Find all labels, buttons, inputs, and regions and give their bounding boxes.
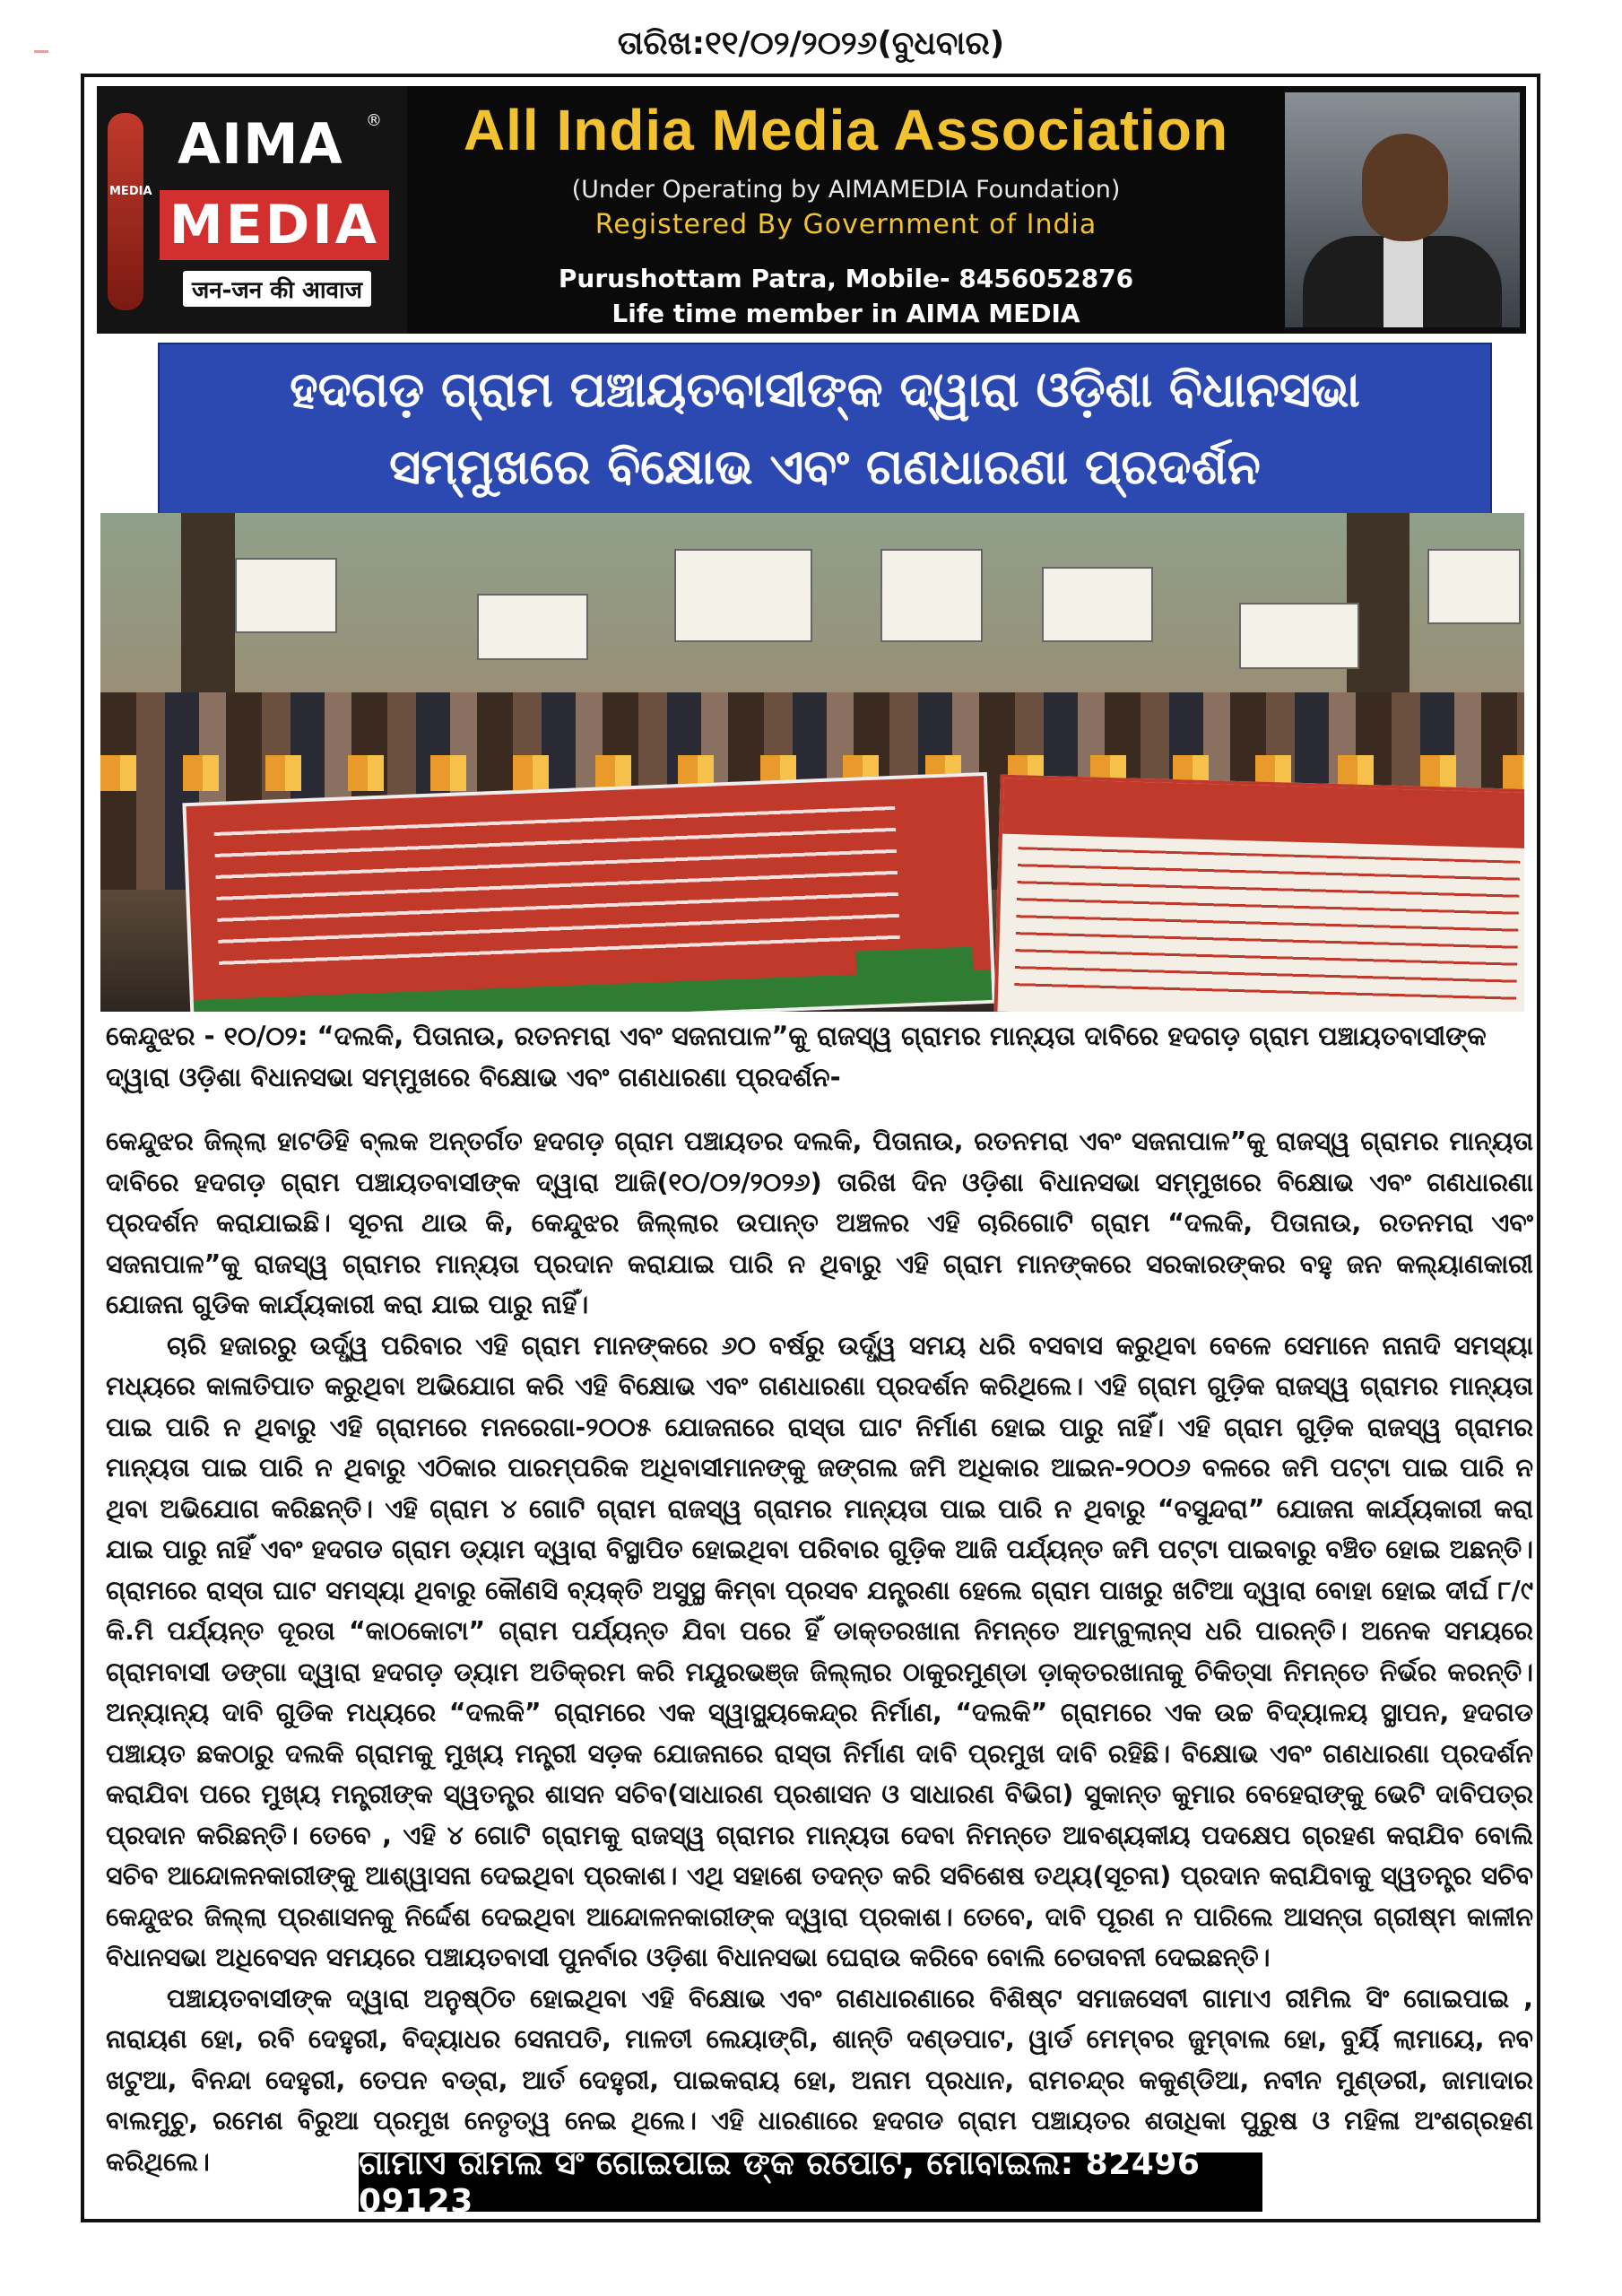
- headline-line-1: ହଦଗଡ଼ ଗ୍ରାମ ପଞ୍ଚାୟତବାସୀଙ୍କ ଦ୍ୱାରା ଓଡ଼ିଶା ବିଧାନସଭା: [290, 361, 1360, 418]
- headline-line-2: ସମ୍ମୁଖରେ ବିକ୍ଷୋଭ ଏବଂ ଗଣଧାରଣା ପ୍ରଦର୍ଶନ: [389, 439, 1261, 495]
- placard: [1042, 567, 1153, 642]
- org-name: All India Media Association: [463, 98, 1229, 162]
- article-paragraph: ପଞ୍ଚାୟତବାସୀଙ୍କ ଦ୍ୱାରା ଅନୁଷ୍ଠିତ ହୋଇଥିବା ଏହି ବିକ୍ଷୋଭ ଏବଂ ଗଣଧାରଣାରେ ବିଶିଷ୍ଟ ସମାଜସେବୀ ଗାମାଏ ରୀମିଲ ସିଂ ଗୋଇପାଇ , ନାରାୟଣ ହୋ, ରବି ଦେହୁରୀ, ବିଦ୍ୟାଧର ସେନାପତି, ମାଳତୀ ଲେୟାଙ୍ଗି, ଶାନ୍ତି ଦଣ୍ଡପାଟ, ୱାର୍ଡ ମେମ୍ବର ଜୁମ୍ବାଲ ହୋ, ବୁର୍ୟି ଲାମାୟେ, ନବ ଖଟୁଆ, ବିନନ୍ଦା ଦେହୁରୀ, ତେପନ ବଡ୍ରା, ଆର୍ତ ଦେହୁରୀ, ପାଇକରାୟ ହୋ, ଅନାମ ପ୍ରଧାନ, ରାମଚନ୍ଦ୍ର କକୁଣ୍ଡିଆ, ନବୀନ ମୁଣ୍ଡରୀ, ଜାମାଦାର ବାଲମୁଚୁ, ରମେଶ ବିରୁଆ ପ୍ରମୁଖ ନେତୃତ୍ୱ ନେଇ ଥିଲେ। ଏହି ଧାରଣାରେ ହଦଗଡ ଗ୍ରାମ ପଞ୍ଚାୟତର ଶତାଧିକା ପୁରୁଷ ଓ ମହିଳା ଅଂଶଗ୍ରହଣ କରିଥିଲେ।: [106, 1983, 1533, 2177]
- microphone-icon: [108, 113, 143, 310]
- date-line: ତାରିଖ:୧୧/୦୨/୨୦୨୬(ବୁଧବାର): [617, 25, 1005, 62]
- logo-media: MEDIA: [160, 190, 389, 260]
- article-paragraph: କେନ୍ଦୁଝର ଜିଲ୍ଲା ହାଟଡିହି ବ୍ଲକ ଅନ୍ତର୍ଗତ ହଦଗଡ଼ ଗ୍ରାମ ପଞ୍ଚାୟତର ଦଲକି, ପିତାନାଉ, ରତନମରା ଏବଂ ସଜନାପାଳ”କୁ ରାଜସ୍ୱ ଗ୍ରାମର ମାନ୍ୟତା ଦାବିରେ ହଦଗଡ଼ ଗ୍ରାମ ପଞ୍ଚାୟତବାସୀଙ୍କ ଦ୍ୱାରା ଆଜି(୧୦/୦୨/୨୦୨୬) ତାରିଖ ଦିନ ଓଡ଼ିଶା ବିଧାନସଭା ସମ୍ମୁଖରେ ବିକ୍ଷୋଭ ଏବଂ ଗଣଧାରଣା ପ୍ରଦର୍ଶନ କରାଯାଇଛି। ସୂଚନା ଥାଉ କି, କେନ୍ଦୁଝର ଜିଲ୍ଲାର ଉପାନ୍ତ ଅଞ୍ଚଳର ଏହି ଚାରିଗୋଟି ଗ୍ରାମ “ଦଲକି, ପିତାନାଉ, ରତନମରା ଏବଂ ସଜନାପାଳ”କୁ ରାଜସ୍ୱ ଗ୍ରାମର ମାନ୍ୟତା ପ୍ରଦାନ କରାଯାଇ ପାରି ନ ଥିବାରୁ ଏହି ଗ୍ରାମ ମାନଙ୍କରେ ସରକାରଙ୍କର ବହୁ ଜନ କଲ୍ୟାଣକାରୀ ଯୋଜନା ଗୁଡିକ କାର୍ଯ୍ୟକାରୀ କରା ଯାଇ ପାରୁ ନାହିଁ।: [106, 1126, 1533, 1319]
- logo-brand: AIMA: [178, 111, 343, 177]
- header-banner: [97, 86, 1526, 334]
- banner-header-strip: [1002, 778, 1524, 849]
- life-member: Life time member in AIMA MEDIA: [612, 299, 1080, 328]
- portrait-head: [1362, 134, 1448, 241]
- org-registration: Registered By Government of India: [594, 209, 1097, 240]
- protest-banner-left: [182, 772, 995, 1012]
- portrait-shirt: [1383, 238, 1423, 327]
- member-contact: Purushottam Patra, Mobile- 8456052876: [558, 264, 1134, 293]
- banner-footer-strip: [194, 970, 993, 1012]
- reporter-footer: ଗାମାଏ ରୀମିଲ ସିଂ ଗୋଇପାଇ ଙ୍କ ରିପୋର୍ଟ, ମୋବାଇଲ: 82496 09123: [359, 2152, 1262, 2212]
- banner-center: [407, 86, 1285, 334]
- photo-caption: କେନ୍ଦୁଝର - ୧୦/୦୨: “ଦଲକି, ପିତାନାଉ, ରତନମରା ଏବଂ ସଜନାପାଳ”କୁ ରାଜସ୍ୱ ଗ୍ରାମର ମାନ୍ୟତା ଦାବିରେ ହଦଗଡ଼ ଗ୍ରାମ ପଞ୍ଚାୟତବାସୀଙ୍କ ଦ୍ୱାରା ଓଡ଼ିଶା ବିଧାନସଭା ସମ୍ମୁଖରେ ବିକ୍ଷୋଭ ଏବଂ ଗଣଧାରଣା ପ୍ରଦର୍ଶନ-: [106, 1021, 1487, 1092]
- protest-banner-right: [993, 775, 1524, 1012]
- aima-logo: [97, 86, 407, 334]
- placard: [235, 558, 337, 633]
- headline: [158, 343, 1492, 515]
- protest-photo: [100, 513, 1524, 1012]
- article-body: [106, 1121, 1533, 2182]
- reporter-portrait: [1285, 92, 1520, 327]
- article-paragraph: ଚାରି ହଜାରରୁ ଉର୍ଦ୍ଧ୍ୱ ପରିବାର ଏହି ଗ୍ରାମ ମାନଙ୍କରେ ୬୦ ବର୍ଷରୁ ଉର୍ଦ୍ଧ୍ୱ ସମୟ ଧରି ବସବାସ କରୁଥିବା ବେଳେ ସେମାନେ ନାନାଦି ସମସ୍ୟା ମଧ୍ୟରେ କାଳାତିପାତ କରୁଥିବା ଅଭିଯୋଗ କରି ଏହି ବିକ୍ଷୋଭ ଏବଂ ଗଣଧାରଣା ପ୍ରଦର୍ଶନ କରିଥିଲେ। ଏହି ଗ୍ରାମ ଗୁଡ଼ିକ ରାଜସ୍ୱ ଗ୍ରାମର ମାନ୍ୟତା ପାଇ ପାରି ନ ଥିବାରୁ ଏହି ଗ୍ରାମରେ ମନରେଗା-୨୦୦୫ ଯୋଜନାରେ ରାସ୍ତା ଘାଟ ନିର୍ମାଣ ହୋଇ ପାରୁ ନାହିଁ। ଏହି ଗ୍ରାମ ଗୁଡ଼ିକ ରାଜସ୍ୱ ଗ୍ରାମର ମାନ୍ୟତା ପାଇ ପାରି ନ ଥିବାରୁ ଏଠିକାର ପାରମ୍ପରିକ ଅଧିବାସୀମାନଙ୍କୁ ଜଙ୍ଗଲ ଜମି ଅଧିକାର ଆଇନ-୨୦୦୬ ବଳରେ ଜମି ପଟ୍ଟା ପାଇ ପାରି ନ ଥିବା ଅଭିଯୋଗ କରିଛନ୍ତି। ଏହି ଗ୍ରାମ ୪ ଗୋଟି ଗ୍ରାମ ରାଜସ୍ୱ ଗ୍ରାମର ମାନ୍ୟତା ପାଇ ପାରି ନ ଥିବାରୁ “ବସୁନ୍ଦରା” ଯୋଜନା କାର୍ଯ୍ୟକାରୀ କରା ଯାଇ ପାରୁ ନାହିଁ ଏବଂ ହଦଗଡ ଗ୍ରାମ ଡ୍ୟାମ ଦ୍ୱାରା ବିସ୍ଥାପିତ ହୋଇଥିବା ପରିବାର ଗୁଡ଼ିକ ଆଜି ପର୍ଯ୍ୟନ୍ତ ଜମି ପଟ୍ଟା ପାଇବାରୁ ବଞ୍ଚିତ ହୋଇ ଅଛନ୍ତି। ଗ୍ରାମରେ ରାସ୍ତା ଘାଟ ସମସ୍ୟା ଥିବାରୁ କୌଣସି ବ୍ୟକ୍ତି ଅସୁସ୍ଥ କିମ୍ବା ପ୍ରସବ ଯନ୍ତ୍ରଣା ହେଲେ ଗ୍ରାମ ପାଖରୁ ଖଟିଆ ଦ୍ୱାରା ବୋହା ହୋଇ ଦୀର୍ଘ ୮/୯ କି.ମି ପର୍ଯ୍ୟନ୍ତ ଦୂରତା “କାଠକୋଟା” ଗ୍ରାମ ପର୍ଯ୍ୟନ୍ତ ଯିବା ପରେ ହିଁ ଡାକ୍ତରଖାନା ନିମନ୍ତେ ଆମ୍ବୁଲାନ୍ସ ଧରି ପାରନ୍ତି। ଅନେକ ସମୟରେ ଗ୍ରାମବାସୀ ଡଙ୍ଗା ଦ୍ୱାରା ହଦଗଡ଼ ଡ୍ୟାମ ଅତିକ୍ରମ କରି ମୟୂରଭଞ୍ଜ ଜିଲ୍ଲାର ଠାକୁରମୁଣ୍ଡା ଡ଼ାକ୍ତରଖାନାକୁ ଚିକିତ୍ସା ନିମନ୍ତେ ନିର୍ଭର କରନ୍ତି। ଅନ୍ୟାନ୍ୟ ଦାବି ଗୁଡିକ ମଧ୍ୟରେ “ଦଲକି” ଗ୍ରାମରେ ଏକ ସ୍ୱାସ୍ଥ୍ୟକେନ୍ଦ୍ର ନିର୍ମାଣ, “ଦଲକି” ଗ୍ରାମରେ ଏକ ଉଚ୍ଚ ବିଦ୍ୟାଳୟ ସ୍ଥାପନ, ହଦଗଡ ପଞ୍ଚାୟତ ଛକଠାରୁ ଦଲକି ଗ୍ରାମକୁ ମୁଖ୍ୟ ମନ୍ତ୍ରୀ ସଡ଼କ ଯୋଜନାରେ ରାସ୍ତା ନିର୍ମାଣ ଦାବି ପ୍ରମୁଖ ଦାବି ରହିଛି। ବିକ୍ଷୋଭ ଏବଂ ଗଣଧାରଣା ପ୍ରଦର୍ଶନ କରାଯିବା ପରେ ମୁଖ୍ୟ ମନ୍ତ୍ରୀଙ୍କ ସ୍ୱତନ୍ତ୍ର ଶାସନ ସଚିବ(ସାଧାରଣ ପ୍ରଶାସନ ଓ ସାଧାରଣ ବିଭିଗ) ସୁକାନ୍ତ କୁମାର ବେହେରାଙ୍କୁ ଭେଟି ଦାବିପତ୍ର ପ୍ରଦାନ କରିଛନ୍ତି। ତେବେ , ଏହି ୪ ଗୋଟି ଗ୍ରାମକୁ ରାଜସ୍ୱ ଗ୍ରାମର ମାନ୍ୟତା ଦେବା ନିମନ୍ତେ ଆବଶ୍ୟକୀୟ ପଦକ୍ଷେପ ଗ୍ରହଣ କରାଯିବ ବୋଲି ସଚିବ ଆନ୍ଦୋଳନକାରୀଙ୍କୁ ଆଶ୍ୱାସନା ଦେଇଥିବା ପ୍ରକାଶ। ଏଥି ସହାଶେ ତଦନ୍ତ କରି ସବିଶେଷ ତଥ୍ୟ(ସୂଚନା) ପ୍ରଦାନ କରାଯିବାକୁ ସ୍ୱତନ୍ତ୍ର ସଚିବ କେନ୍ଦୁଝର ଜିଲ୍ଲା ପ୍ରଶାସନକୁ ନିର୍ଦ୍ଦେଶ ଦେଇଥିବା ଆନ୍ଦୋଳନକାରୀଙ୍କ ଦ୍ୱାରା ପ୍ରକାଶ। ତେବେ, ଦାବି ପୂରଣ ନ ପାରିଲେ ଆସନ୍ତା ଗ୍ରୀଷ୍ମ କାଳୀନ ବିଧାନସଭା ଅଧିବେସନ ସମୟରେ ପଞ୍ଚାୟତବାସୀ ପୁନର୍ବାର ଓଡ଼ିଶା ବିଧାନସଭା ଘେରାଉ କରିବେ ବୋଲି ଚେତାବନୀ ଦେଇଛନ୍ତି।: [106, 1330, 1533, 1972]
- org-subtitle: (Under Operating by AIMAMEDIA Foundation): [571, 176, 1121, 204]
- mic-label: MEDIA: [109, 185, 152, 198]
- placard: [1427, 549, 1521, 624]
- placard: [880, 549, 983, 642]
- registered-mark: ®: [366, 111, 382, 130]
- banner-text-lines: [1014, 847, 1521, 1012]
- placard: [674, 549, 812, 642]
- logo-tagline: जन-जन की आवाज: [183, 271, 371, 307]
- placard: [1239, 603, 1359, 669]
- banner-text-lines: [214, 806, 901, 976]
- placard: [477, 594, 588, 660]
